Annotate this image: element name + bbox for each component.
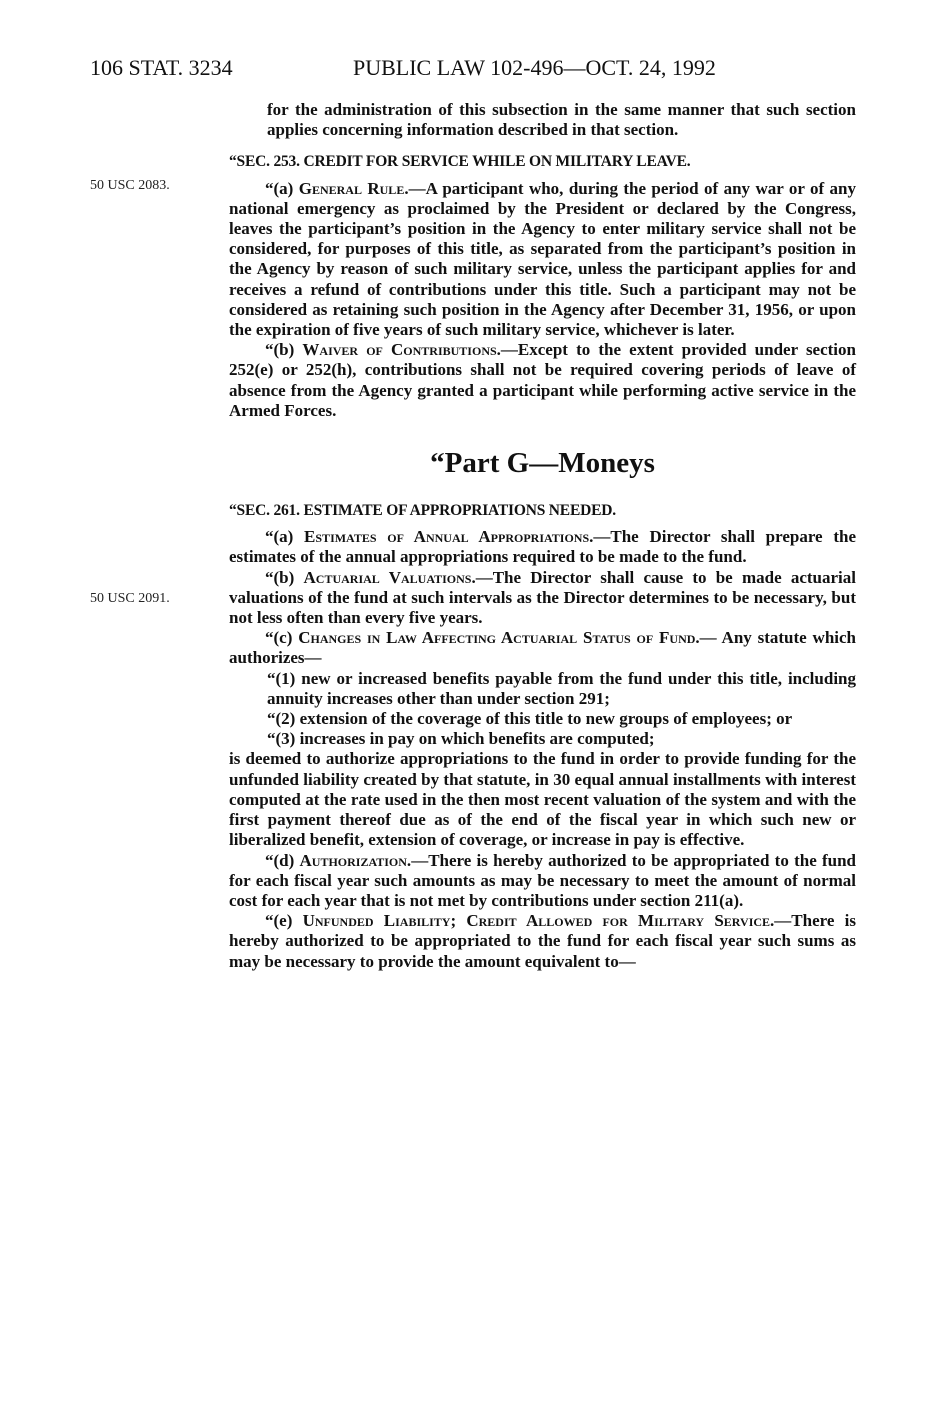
subsection-heading: Actuarial Valuations. [303,567,476,587]
subsection-text: —The Director shall cause to be made actuarial valuations of the fund at such intervals as the Director determines to be necessary, but not less often than every five years. [229,567,856,628]
body-text [229,100,856,972]
subsection-text: —There is hereby authorized to be appropriated to the fund for each fiscal year such sums as may be necessary to provide the amount equivalent to— [229,911,856,971]
subsection-number: “(b) [265,340,303,360]
subsection-number: “(a) [265,178,299,198]
subsection-heading: General Rule. [298,178,409,198]
page-number: 106 STAT. 3234 [90,55,233,80]
subsection-heading: Waiver of Contributions. [302,340,501,360]
subsection-261c [229,628,856,668]
subsection-number: “(e) [265,911,303,931]
subsection-253b [229,340,856,421]
list-item-2: “(2) extension of the coverage of this title to new groups of employees; or [267,709,793,729]
subsection-number: “(c) [265,628,299,648]
subsection-261b [229,568,856,629]
law-title: PUBLIC LAW 102-496—OCT. 24, 1992 [353,55,716,80]
section-261-heading: “SEC. 261. ESTIMATE OF APPROPRIATIONS NEEDED. [229,502,616,520]
subsection-253a [229,179,856,341]
subsection-heading: Estimates of Annual Appropriations. [304,527,594,547]
intro-paragraph: for the administration of this subsection in the same manner that such section applies concerning information described in that section. [267,100,856,140]
subsection-261c-tail: is deemed to authorize appropriations to the fund in order to provide funding for the unfunded liability created by that statute, in 30 equal annual installments with interest computed at the rate used in the then most recent valuation of the system and with the first payment thereof due as of the end of the fiscal year in which such new or liberalized benefit, extension of coverage, or increase in pay is effective. [229,749,856,850]
margin-note-usc-2091: 50 USC 2091. [90,591,170,606]
subsection-heading: Authorization. [299,850,412,870]
subsection-number: “(a) [265,527,305,547]
subsection-261a [229,527,856,567]
subsection-number: “(d) [265,850,300,870]
subsection-heading: Unfunded Liability; Credit Allowed for Military Service. [302,911,775,931]
subsection-261e [229,911,856,972]
subsection-text: —There is hereby authorized to be appropriated to the fund for each fiscal year such amounts as may be necessary to meet the amount of normal cost for each year that is not met by contributions under section 211(a). [229,850,857,910]
running-header [90,52,860,84]
subsection-number: “(b) [265,567,304,587]
subsection-text: — Any statute which authorizes— [229,628,856,668]
subsection-text: —The Director shall prepare the estimates of the annual appropriations required to be made to the fund. [229,527,856,567]
list-item-1: “(1) new or increased benefits payable from the fund under this title, including annuity increases other than under section 291; [267,668,856,708]
subsection-261d [229,851,856,912]
subsection-heading: Changes in Law Affecting Actuarial Status of Fund. [298,628,700,648]
subsection-text: —A participant who, during the period of any war or of any national emergency as proclaimed by the President or declared by the Congress, leaves the participant’s position in the Agency to enter military service shall not be considered, for purposes of this title, as separated from the participant’s position in the Agency by reason of such military service, unless the participant applies for and receives a refund of contributions under this title. Such a participant may not be considered as retaining such position in the Agency after December 31, 1956, or upon the expiration of five years of such military service, whichever is later. [229,178,857,340]
margin-note-usc-2083: 50 USC 2083. [90,178,170,193]
section-253-heading: “SEC. 253. CREDIT FOR SERVICE WHILE ON MILITARY LEAVE. [229,153,691,171]
subsection-text: —Except to the extent provided under section 252(e) or 252(h), contributions shall not be required covering periods of leave of absence from the Agency granted a participant while performing active service in the Armed Forces. [229,340,856,420]
list-item-3: “(3) increases in pay on which benefits are computed; [267,729,655,749]
part-g-heading: “Part G—Moneys [430,447,655,480]
